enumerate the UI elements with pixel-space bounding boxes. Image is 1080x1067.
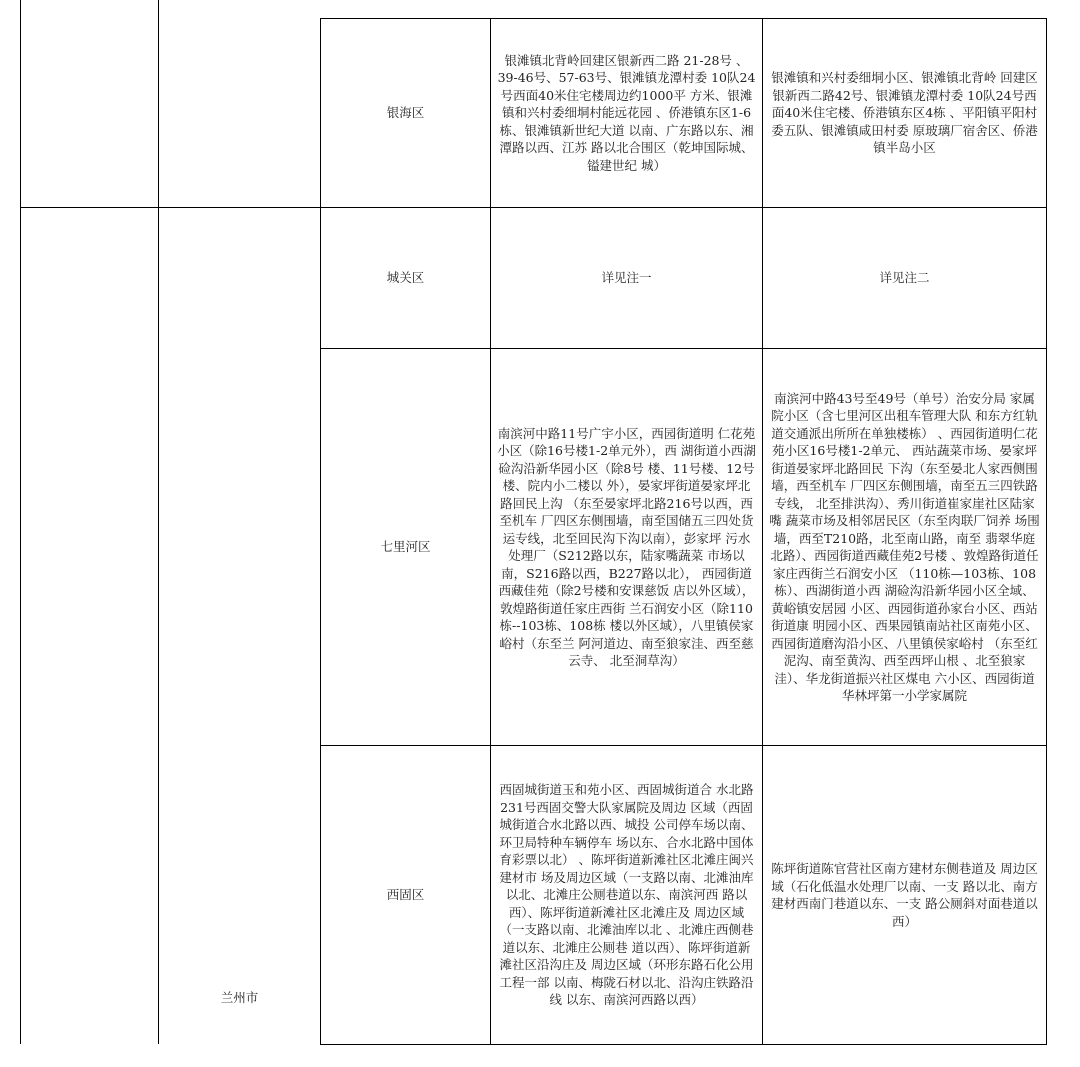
district-cell	[321, 746, 490, 1044]
area-text: 银滩镇北背岭回建区银新西二路 21-28号 、39-46号、57-63号、银滩镇龙潭村委 10队24号西面40米住宅楼周边约1000平 方米、银滩镇和兴村委细垌村能远花园 、侨港镇东区1-6栋、银滩镇新世纪大道 以南、广东路以东、湘潭路以西、江苏 路以北合围区（乾坤国际城、镒建世纪 城）	[497, 52, 756, 173]
district-name: 城关区	[386, 270, 425, 286]
district-name: 七里河区	[380, 539, 431, 555]
area-cell-2	[763, 208, 1046, 348]
area-cell-2	[763, 19, 1046, 207]
city-name: 兰州市	[220, 990, 259, 1006]
area-cell	[491, 19, 762, 207]
area-cell-2	[763, 746, 1046, 1044]
rule-bottom	[320, 1044, 1047, 1045]
district-cell	[321, 349, 490, 745]
rule-v-city	[158, 0, 159, 1044]
area-text: 西固城街道玉和苑小区、西固城街道合 水北路231号西固交警大队家属院及周边 区域（西固城街道合水北路以西、城投 公司停车场以南、环卫局特种车辆停车 场以东、合水北路中国体育彩票以北） 、陈坪街道新滩社区北滩庄闽兴建材市 场及周边区域（一支路以南、北滩油库 以北、北滩庄公厕巷道以东、南滨河西 路以西）、陈坪街道新滩社区北滩庄及 周边区域（一支路以南、北滩油库以北 、北滩庄西侧巷道以东、北滩庄公厕巷 道以西）、陈坪街道新滩社区沿沟庄及 周边区域（环形东路石化公用工程一部 以南、梅陇石材以北、沿沟庄铁路沿线 以东、南滨河西路以西）	[499, 782, 754, 1008]
district-name: 西固区	[386, 887, 425, 903]
rule-v-right	[1046, 18, 1047, 1044]
area-text-2: 详见注二	[879, 270, 930, 286]
area-cell	[491, 746, 762, 1044]
area-text-2: 陈坪街道陈官营社区南方建材东侧巷道及 周边区域（石化低温水处理厂以南、一支 路以北、南方建材西南门巷道以东、一支 路公厕斜对面巷道以西）	[771, 861, 1038, 929]
area-text-2: 银滩镇和兴村委细垌小区、银滩镇北背岭 回建区银新西二路42号、银滩镇龙潭村委 10队24号西面40米住宅楼、侨港镇东区4栋 、平阳镇平阳村委五队、银滩镇咸田村委 原玻璃厂宿舍区、侨港镇半岛小区	[771, 70, 1038, 156]
district-name: 银海区	[386, 105, 425, 121]
area-text: 详见注一	[601, 270, 652, 286]
area-text: 南滨河中路11号广宇小区，西园街道明 仁花苑小区（除16号楼1-2单元外），西 湖街道小西湖硷沟沿新华园小区（除8号 楼、11号楼、12号楼、院内小二楼以 外），晏家坪街道晏家坪北路回民上沟 （东至晏家坪北路216号以西，西至机车 厂四区东侧围墙，南至国储五三四处货 运专线，北至回民沟下沟以南），彭家坪 污水处理厂（S212路以东，陆家嘴蔬菜 市场以南，S216路以西，B227路以北）， 西园街道西藏佳苑（除2号楼和安课慈饭 店以外区域），敦煌路街道任家庄西街 兰石润安小区（除110栋--103栋、108栋 楼以外区域），八里镇侯家峪村（东至兰 阿河道边、南至狼家洼、西至慈云寺、 北至洞草沟）	[497, 425, 756, 668]
area-cell	[491, 349, 762, 745]
area-cell-2	[763, 349, 1046, 745]
district-cell	[321, 208, 490, 348]
city-cell	[159, 980, 320, 1016]
area-text-2: 南滨河中路43号至49号（单号）治安分局 家属院小区（含七里河区出租车管理大队 和东方红轨道交通派出所所在单独楼栋） 、西园街道明仁花苑小区16号楼1-2单元、 西站蔬菜市场、晏家坪街道晏家坪北路回民 下沟（东至晏北人家西侧围墙，西至机车 厂四区东侧围墙，南至五三四铁路专线， 北至排洪沟）、秀川街道崔家崖社区陆家嘴 蔬菜市场及相邻居民区（东至肉联厂饲养 场围墙，西至T210路，北至南山路，南至 翡翠华庭北路）、西园街道西藏佳苑2号楼 、敦煌路街道任家庄西街兰石润安小区 （110栋—103栋、108栋）、西湖街道小西 湖硷沟沿新华园小区全域、黄峪镇安居园 小区、西园街道孙家台小区、西站街道康 明园小区、西果园镇南站社区南苑小区、 西园街道磨沟沿小区、八里镇侯家峪村 （东至红泥沟、南至黄沟、西至西坪山根 、北至狼家洼）、华龙街道振兴社区煤电 六小区、西园街道华林坪第一小学家属院	[769, 390, 1040, 703]
district-cell	[321, 19, 490, 207]
area-cell	[491, 208, 762, 348]
rule-v-left	[20, 0, 21, 1044]
